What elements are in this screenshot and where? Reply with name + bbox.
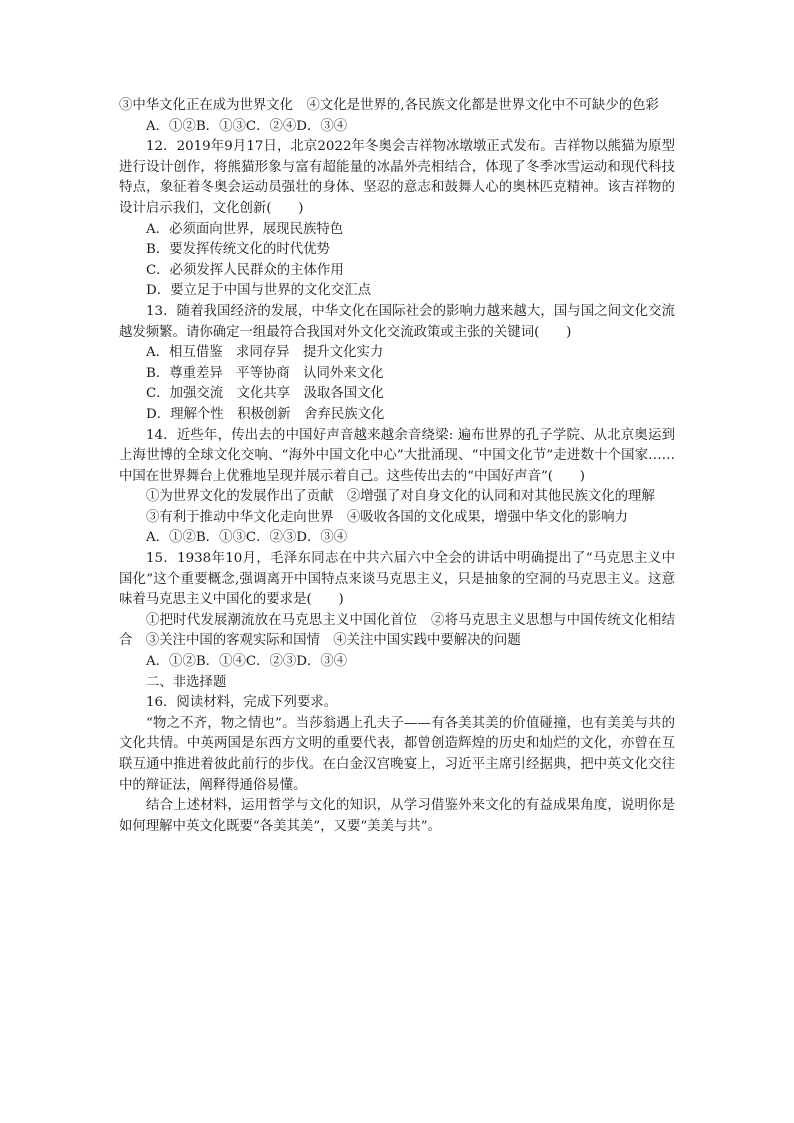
q13-option-b: B．尊重差异 平等协商 认同外来文化 (146, 365, 384, 381)
q12-option-d: D．要立足于中国与世界的文化交汇点 (146, 283, 371, 299)
q12-option-c: C．必须发挥人民群众的主体作用 (146, 262, 344, 278)
q13-option-c: C．加强交流 文化共享 汲取各国文化 (146, 386, 384, 402)
q14-stem: 14．近些年，传出去的中国好声音越来越余音绕梁: 遍布世界的孔子学院、从北京奥运到上海世博的全球文化交响、“海外中国文化中心”大批涌现、“中国文化节”走进数十个国家……中国在世界舞台上优雅地呈现并展示着自己。这些传出去的“中国好声音”( ) (119, 427, 675, 484)
q16-instruction: 16．阅读材料，完成下列要求。 (146, 695, 338, 711)
q15-statements: ①把时代发展潮流放在马克思主义中国化首位 ②将马克思主义思想与中国传统文化相结合 ③关注中国的客观实际和国情 ④关注中国实践中要解决的问题 (119, 612, 675, 649)
q13-option-d: D．理解个性 积极创新 舍弃民族文化 (146, 406, 385, 422)
page-content (119, 96, 675, 837)
q11-options: ③中华文化正在成为世界文化 ④文化是世界的,各民族文化都是世界文化中不可缺少的色彩 (119, 98, 659, 113)
q14-statements-1: ①为世界文化的发展作出了贡献 ②增强了对自身文化的认同和对其他民族文化的理解 (146, 489, 655, 505)
q12-option-a: A．必须面向世界，展现民族特色 (146, 221, 344, 237)
q15-answer-choices: A．①②B．①④C．②③D．③④ (146, 654, 348, 670)
section-heading-non-choice: 二、非选择题 (146, 674, 227, 690)
q14-statements-2: ③有利于推动中华文化走向世界 ④吸收各国的文化成果，增强中华文化的影响力 (146, 509, 629, 525)
q15-stem: 15．1938年10月，毛泽东同志在中共六届六中全会的讲话中明确提出了“马克思主义中国化”这个重要概念,强调离开中国特点来谈马克思主义，只是抽象的空洞的马克思主义。这意味着马克思主义中国化的要求是( ) (119, 551, 675, 608)
q12-option-b: B．要发挥传统文化的时代优势 (146, 242, 330, 258)
q11-answer-choices: A．①②B．①③C．②④D．③④ (146, 118, 348, 134)
q13-stem: 13．随着我国经济的发展，中华文化在国际社会的影响力越来越大，国与国之间文化交流越发频繁。请你确定一组最符合我国对外文化交流政策或主张的关键词( ) (119, 303, 675, 340)
q14-answer-choices: A．①②B．①③C．②③D．③④ (146, 530, 348, 546)
q13-option-a: A．相互借鉴 求同存异 提升文化实力 (146, 345, 384, 361)
q16-material: “物之不齐，物之情也”。当莎翁遇上孔夫子——有各美其美的价值碰撞，也有美美与共的文化共情。中英两国是东西方文明的重要代表，都曾创造辉煌的历史和灿烂的文化，亦曾在互联互通中推进着彼此前行的步伐。在白金汉宫晚宴上，习近平主席引经据典，把中英文化交往中的辩证法，阐释得通俗易懂。 (119, 715, 675, 793)
q12-stem: 12．2019年9月17日，北京2022年冬奥会吉祥物冰墩墩正式发布。吉祥物以熊猫为原型进行设计创作，将熊猫形象与富有超能量的冰晶外壳相结合，体现了冬季冰雪运动和现代科技特点，象征着冬奥会运动员强壮的身体、坚忍的意志和鼓舞人心的奥林匹克精神。该吉祥物的设计启示我们，文化创新( ) (119, 139, 675, 216)
q16-question: 结合上述材料，运用哲学与文化的知识，从学习借鉴外来文化的有益成果角度，说明你是如何理解中英文化既要“各美其美”，又要“美美与共”。 (119, 798, 675, 834)
